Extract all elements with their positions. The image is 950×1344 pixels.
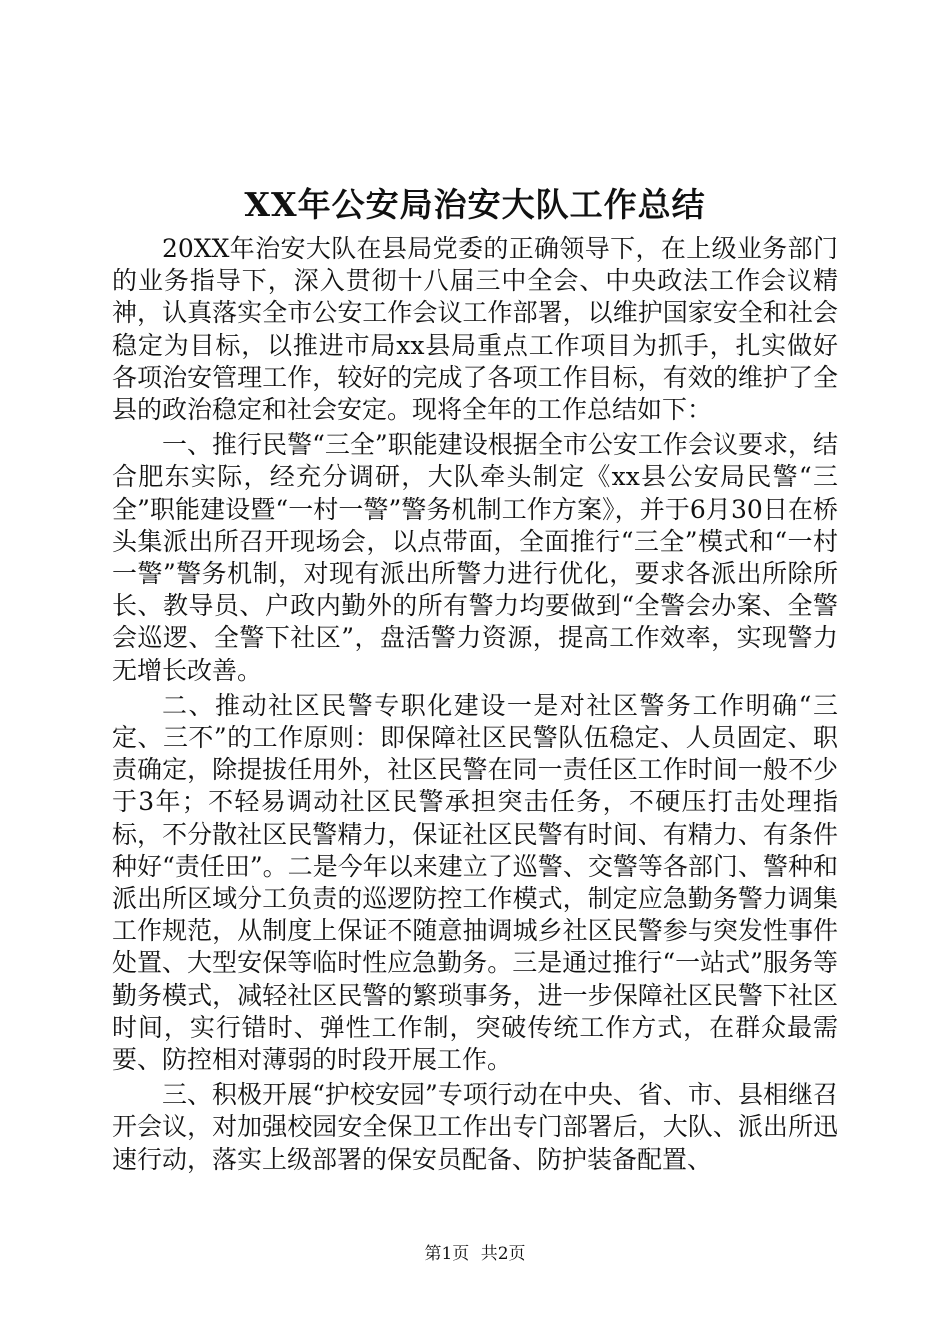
paragraph-intro: 20XX年治安大队在县局党委的正确领导下，在上级业务部门的业务指导下，深入贯彻十八届三中全会、中央政法工作会议精神，认真落实全市公安工作会议工作部署，以维护国家安全和社会稳定为目标，以推进市局xx县局重点工作项目为抓手，扎实做好各项治安管理工作，较好的完成了各项工作目标，有效的维护了全县的政治稳定和社会安定。现将全年的工作总结如下：: [112, 234, 838, 425]
page-total: 共2页: [480, 1244, 526, 1264]
paragraph-section-2: 二、推动社区民警专职化建设一是对社区警务工作明确“三定、三不”的工作原则：即保障社区民警队伍稳定、人员固定、职责确定，除提拔任用外，社区民警在同一责任区工作时间一般不少于3年；不轻易调动社区民警承担突击任务，不硬压打击处理指标，不分散社区民警精力，保证社区民警有时间、有精力、有条件种好“责任田”。二是今年以来建立了巡警、交警等各部门、警种和派出所区域分工负责的巡逻防控工作模式，制定应急勤务警力调集工作规范，从制度上保证不随意抽调城乡社区民警参与突发性事件处置、大型安保等临时性应急勤务。三是通过推行“一站式”服务等勤务模式，减轻社区民警的繁琐事务，进一步保障社区民警下社区时间，实行错时、弹性工作制，突破传统工作方式，在群众最需要、防控相对薄弱的时段开展工作。: [112, 690, 838, 1075]
document-title: XX年公安局治安大队工作总结: [244, 185, 706, 224]
document-body: [112, 233, 838, 1176]
paragraph-section-3: 三、积极开展“护校安园”专项行动在中央、省、市、县相继召开会议，对加强校园安全保卫工作出专门部署后，大队、派出所迅速行动，落实上级部署的保安员配备、防护装备配置、: [112, 1080, 838, 1174]
page-footer: [0, 1242, 950, 1266]
paragraph-section-1: 一、推行民警“三全”职能建设根据全市公安工作会议要求，结合肥东实际，经充分调研，大队牵头制定《xx县公安局民警“三全”职能建设暨“一村一警”警务机制工作方案》，并于6月30日在桥头集派出所召开现场会，以点带面，全面推行“三全”模式和“一村一警”警务机制，对现有派出所警力进行优化，要求各派出所除所长、教导员、户政内勤外的所有警力均要做到“全警会办案、全警会巡逻、全警下社区”，盘活警力资源，提高工作效率，实现警力无增长改善。: [112, 430, 838, 685]
page-number: 第1页: [424, 1244, 470, 1264]
